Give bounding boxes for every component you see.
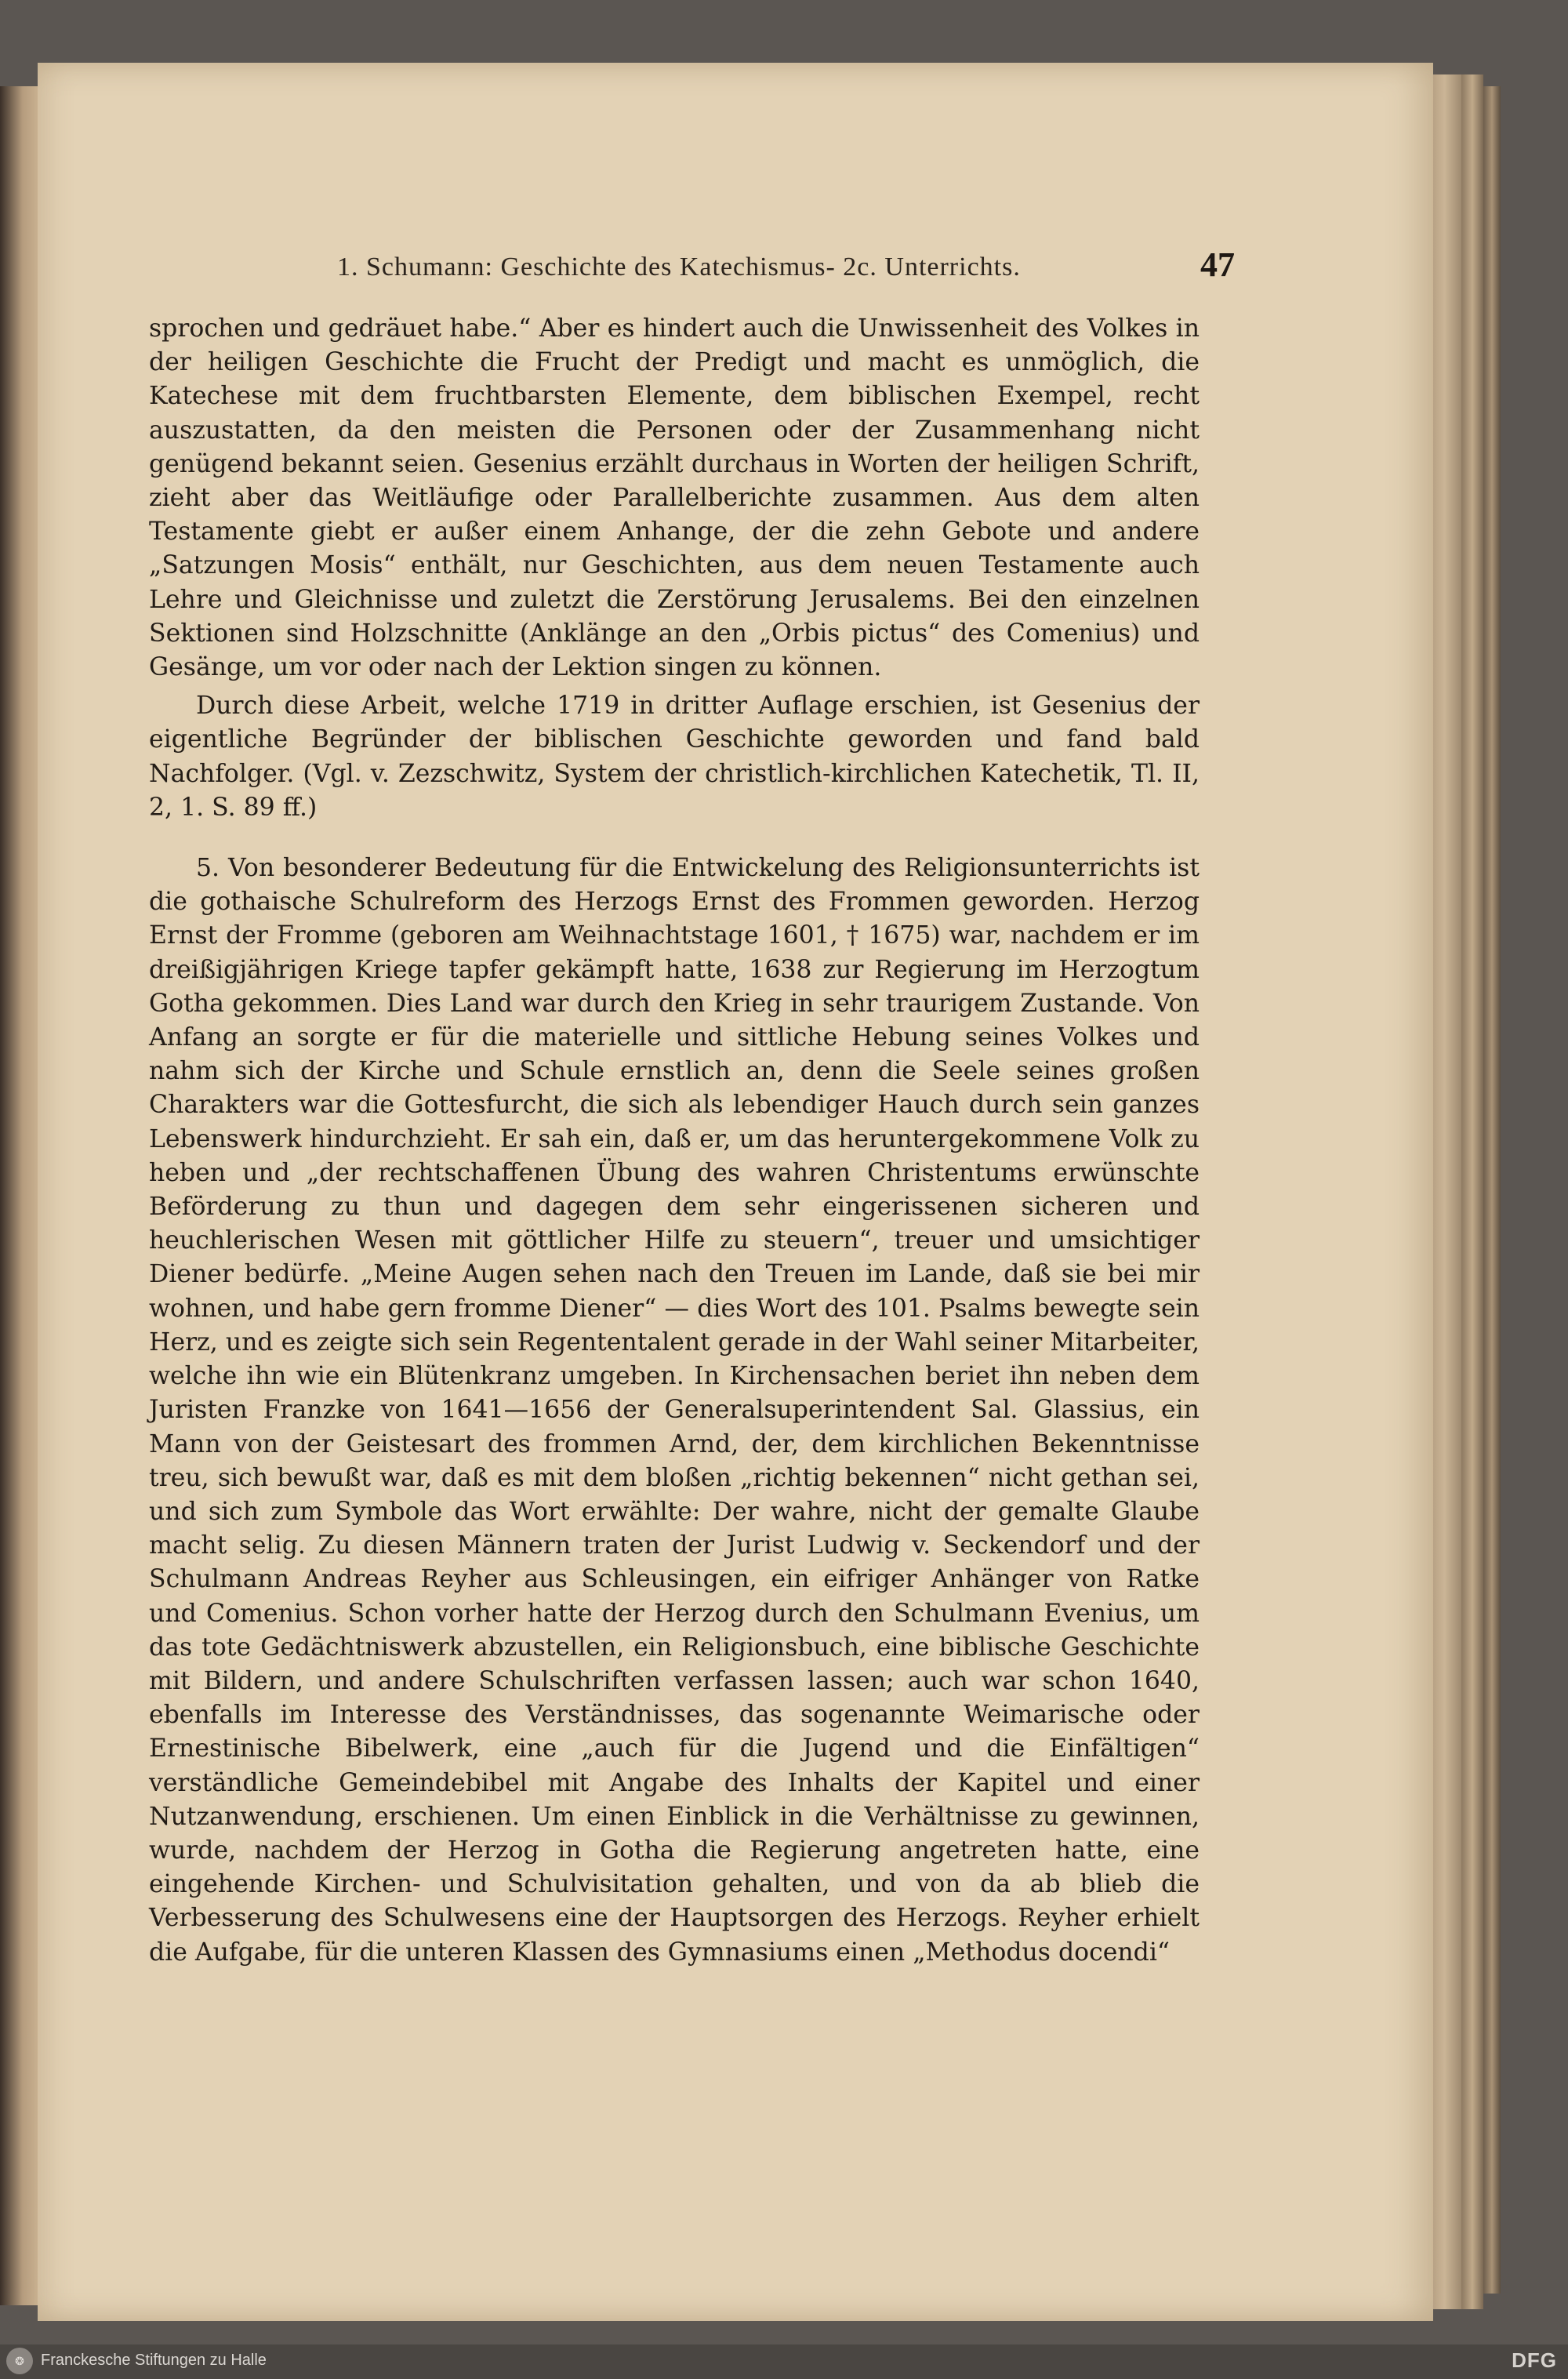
paragraph: Durch diese Arbeit, welche 1719 in dritter Auflage erschien, ist Gesenius der eigentliche Begründer der biblischen Geschichte geworden und fand bald Nachfolger. (Vgl. v. Zezschwitz, System der christlich-kirchlichen Katechetik, Tl. II, 2, 1. S. 89 ff.): [149, 692, 1200, 822]
page-stack-edge: [1461, 74, 1483, 2309]
left-page-edge: [0, 86, 38, 2305]
page-stack-edge: [1433, 74, 1461, 2309]
institution-name: Franckesche Stiftungen zu Halle: [41, 2352, 267, 2369]
body-text: [149, 312, 1200, 1970]
funder-logo: DFG: [1512, 2348, 1557, 2372]
running-title: 1. Schumann: Geschichte des Katechismus- 2c. Unterrichts.: [337, 252, 1021, 281]
paragraph: sprochen und gedräuet habe.“ Aber es hindert auch die Unwissenheit des Volkes in der heiligen Geschichte die Frucht der Predigt und macht es unmöglich, die Katechese mit dem fruchtbarsten Elemente, dem biblischen Exempel, recht auszustatten, da den meisten die Personen oder der Zusammenhang nicht genügend bekannt seien. Gesenius erzählt durchaus in Worten der heiligen Schrift, zieht aber das Weitläufige oder Parallelberichte zusammen. Aus dem alten Testamente giebt er außer einem Anhange, der die zehn Gebote und andere „Satzungen Mosis“ enthält, nur Geschichten, aus dem neuen Testamente auch Lehre und Gleichnisse und zuletzt die Zerstörung Jerusalems. Bei den einzelnen Sektionen sind Holzschnitte (Anklänge an den „Orbis pictus“ des Comenius) und Gesänge, um vor oder nach der Lektion singen zu können.: [149, 314, 1200, 682]
foundation-seal-icon: ❂: [6, 2348, 33, 2374]
section-paragraph: 5. Von besonderer Bedeutung für die Entwickelung des Religionsunterrichts ist die gothaische Schulreform des Herzogs Ernst des Frommen geworden. Herzog Ernst der Fromme (geboren am Weihnachtstage 1601, † 1675) war, nachdem er im dreißigjährigen Kriege tapfer gekämpft hatte, 1638 zur Regierung im Herzogtum Gotha gekommen. Dies Land war durch den Krieg in sehr traurigem Zustande. Von Anfang an sorgte er für die materielle und sittliche Hebung seines Volkes und nahm sich der Kirche und Schule ernstlich an, denn die Seele seines großen Charakters war die Gottesfurcht, die sich als lebendiger Hauch durch sein ganzes Lebenswerk hindurchzieht. Er sah ein, daß er, um das heruntergekommene Volk zu heben und „der rechtschaffenen Übung des wahren Christentums erwünschte Beförderung zu thun und dagegen dem sehr eingerissenen sicheren und heuchlerischen Wesen mit göttlicher Hilfe zu steuern“, treuer und umsichtiger Diener bedürfe. „Meine Augen sehen nach den Treuen im Lande, daß sie bei mir wohnen, und habe gern fromme Diener“ — dies Wort des 101. Psalms bewegte sein Herz, und es zeigte sich sein Regententalent gerade in der Wahl seiner Mitarbeiter, welche ihn wie ein Blütenkranz umgeben. In Kirchensachen beriet ihn neben dem Juristen Franzke von 1641—1656 der Generalsuperintendent Sal. Glassius, ein Mann von der Geistesart des frommen Arnd, der, dem kirchlichen Bekenntnisse treu, sich bewußt war, daß es mit dem bloßen „richtig bekennen“ nicht gethan sei, und sich zum Symbole das Wort erwählte: Der wahre, nicht der gemalte Glaube macht selig. Zu diesen Männern traten der Jurist Ludwig v. Seckendorf und der Schulmann Andreas Reyher aus Schleusingen, ein eifriger Anhänger von Ratke und Comenius. Schon vorher hatte der Herzog durch den Schulmann Evenius, um das tote Gedächtniswerk abzustellen, ein Religionsbuch, eine biblische Geschichte mit Bildern, und andere Schulschriften verfassen lassen; auch war schon 1640, ebenfalls im Interesse des Verständnisses, das sogenannte Weimarische oder Ernestinische Bibelwerk, eine „auch für die Jugend und die Einfältigen“ verständliche Gemeindebibel mit Angabe des Inhalts der Kapitel und einer Nutzanwendung, erschienen. Um einen Einblick in die Verhältnisse zu gewinnen, wurde, nachdem der Herzog in Gotha die Regierung angetreten hatte, eine eingehende Kirchen- und Schulvisitation gehalten, und von da ab blieb die Verbesserung des Schulwesens eine der Hauptsorgen des Herzogs. Reyher erhielt die Aufgabe, für die unteren Klassen des Gymnasiums einen „Methodus docendi“: [149, 854, 1200, 1967]
page-stack-edge: [1483, 86, 1501, 2294]
page-number: 47: [1200, 245, 1235, 284]
